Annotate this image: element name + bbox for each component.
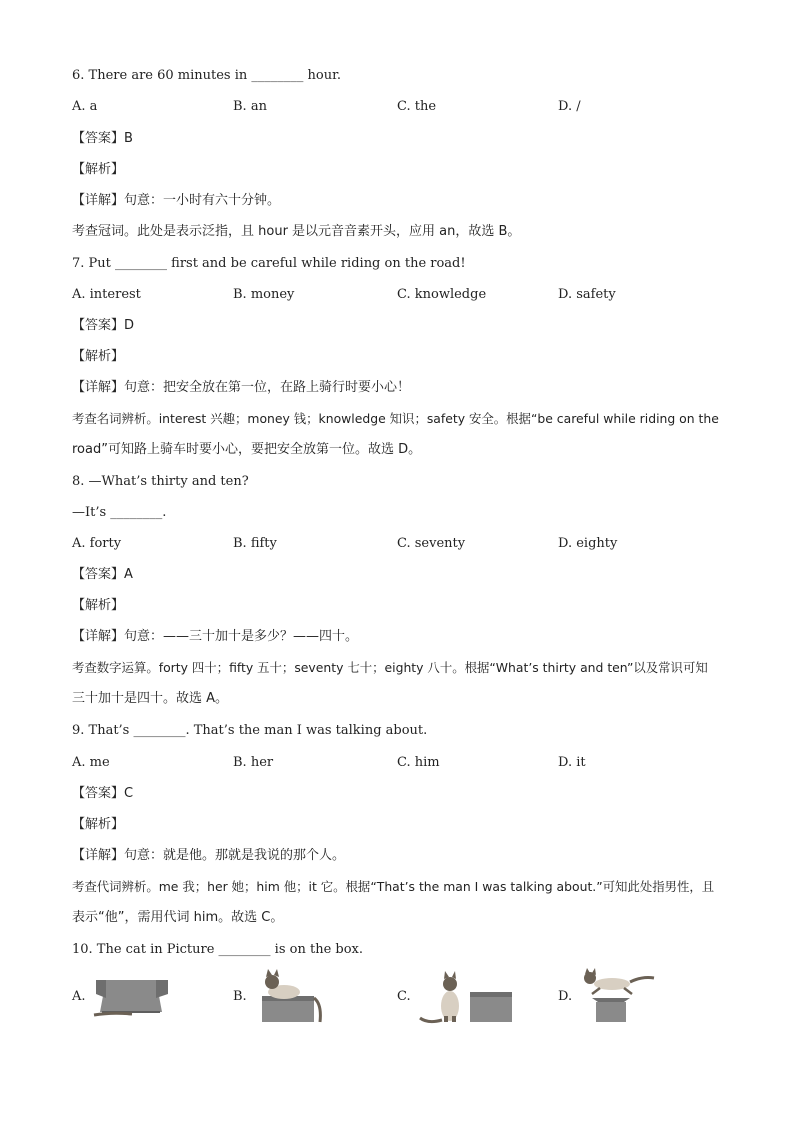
q10-option-b: B.: [233, 989, 247, 1004]
q6-explain: 考查冠词。此处是表示泛指，且 hour 是以元音音素开头，应用 an，故选 B。: [72, 224, 521, 239]
q7-option-a: A. interest: [72, 287, 141, 302]
q7-detail: 【详解】句意：把安全放在第一位，在路上骑行时要小心！: [72, 380, 411, 395]
q8-option-c: C. seventy: [397, 536, 466, 551]
q7-option-c: C. knowledge: [397, 287, 487, 302]
q6-option-a: A. a: [72, 99, 98, 114]
q8-stem-line2: —It’s ________.: [72, 505, 167, 520]
q8-explain-line2: 三十加十是四十。故选 A。: [72, 691, 229, 706]
q6-option-c: C. the: [397, 99, 437, 114]
q9-detail: 【详解】句意：就是他。那就是我说的那个人。: [72, 848, 346, 863]
q6-option-b: B. an: [233, 99, 267, 114]
cat-above-box-icon: [578, 966, 658, 1024]
q7-answer: 【答案】D: [72, 318, 135, 333]
q9-explain-line2: 表示“他”，需用代词 him。故选 C。: [72, 910, 284, 925]
q6-answer: 【答案】B: [72, 131, 133, 146]
q10-stem: 10. The cat in Picture ________ is on the box.: [72, 942, 364, 957]
q7-analysis: 【解析】: [72, 349, 125, 364]
q8-explain-line1: 考查数字运算。forty 四十；fifty 五十；seventy 七十；eighty 八十。根据“What’s thirty and ten”以及常识可知: [72, 660, 708, 675]
q9-analysis: 【解析】: [72, 817, 125, 832]
q8-option-d: D. eighty: [558, 536, 618, 551]
q8-analysis: 【解析】: [72, 598, 125, 613]
q9-option-a: A. me: [72, 755, 110, 770]
q8-answer: 【答案】A: [72, 567, 133, 582]
q7-stem: 7. Put ________ first and be careful while riding on the road!: [72, 256, 466, 271]
q9-option-b: B. her: [233, 755, 274, 770]
q7-explain-line2: road”可知路上骑车时要小心，要把安全放第一位。故选 D。: [72, 442, 422, 457]
q7-option-b: B. money: [233, 287, 295, 302]
q7-option-d: D. safety: [558, 287, 616, 302]
q8-detail: 【详解】句意：——三十加十是多少？——四十。: [72, 629, 359, 644]
q10-option-d: D.: [558, 989, 573, 1004]
q6-option-d: D. /: [558, 99, 581, 114]
q10-option-c: C.: [397, 989, 411, 1004]
cat-under-box-icon: [92, 968, 172, 1020]
q6-detail: 【详解】句意：一小时有六十分钟。: [72, 193, 281, 208]
q9-answer: 【答案】C: [72, 786, 134, 801]
cat-beside-box-icon: [416, 966, 516, 1026]
q6-analysis: 【解析】: [72, 162, 125, 177]
q8-stem-line1: 8. —What’s thirty and ten?: [72, 474, 249, 489]
q6-stem: 6. There are 60 minutes in ________ hour.: [72, 68, 342, 83]
q9-stem: 9. That’s ________. That’s the man I was talking about.: [72, 723, 428, 738]
q8-option-a: A. forty: [72, 536, 122, 551]
q8-option-b: B. fifty: [233, 536, 277, 551]
cat-on-box-icon: [256, 966, 328, 1026]
q10-option-a: A.: [72, 989, 86, 1004]
q7-explain-line1: 考查名词辨析。interest 兴趣；money 钱；knowledge 知识；safety 安全。根据“be careful while riding on the: [72, 411, 719, 426]
q9-explain-line1: 考查代词辨析。me 我；her 她；him 他；it 它。根据“That’s the man I was talking about.”可知此处指男性，且: [72, 879, 715, 894]
q9-option-c: C. him: [397, 755, 440, 770]
q9-option-d: D. it: [558, 755, 586, 770]
